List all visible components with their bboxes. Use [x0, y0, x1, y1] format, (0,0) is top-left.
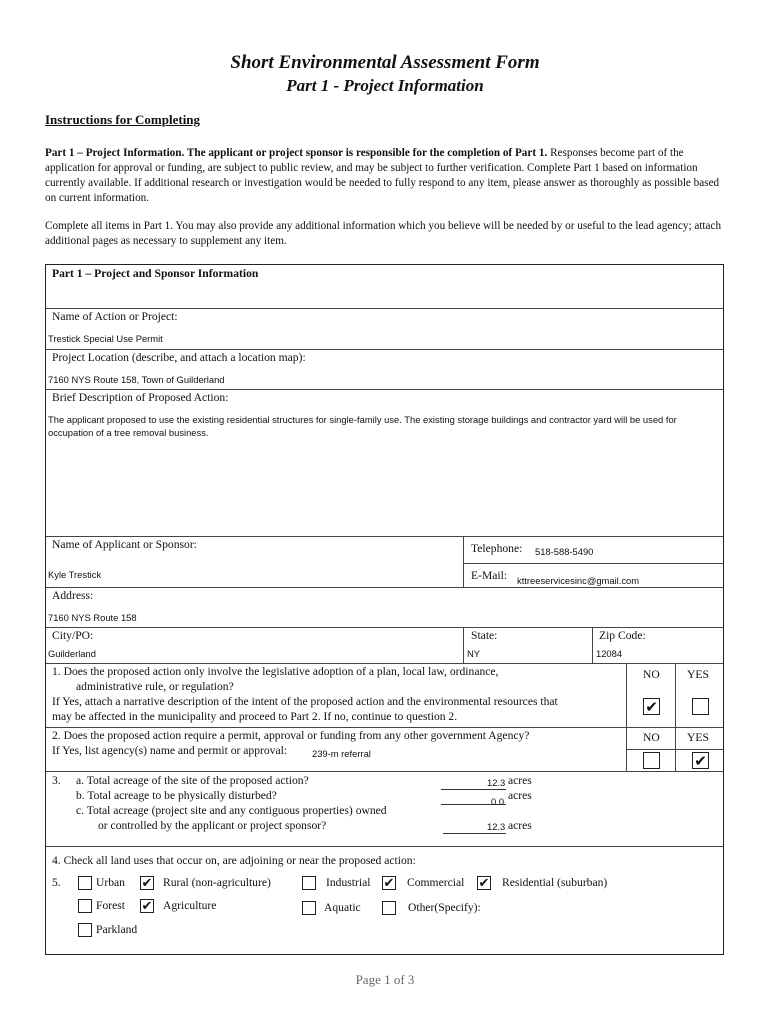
q2-no-header: NO [643, 731, 660, 744]
q2-agency-field[interactable]: 239-m referral [312, 748, 371, 759]
land-use-rural-label: Rural (non-agriculture) [163, 876, 271, 889]
instructions-paragraph-2: Complete all items in Part 1. You may also provide any additional information which you believe will be needed by or useful to the lead agency; attach additional pages as necessary to supplement any item. [45, 220, 722, 247]
state-field[interactable]: NY [467, 648, 481, 659]
q1-yes-header: YES [687, 668, 709, 681]
land-use-urban-checkbox[interactable] [78, 876, 92, 890]
q1-text-line3: If Yes, attach a narrative description of the intent of the proposed action and the environmental resources that [52, 695, 558, 708]
email-field[interactable]: kttreeservicesinc@gmail.com [517, 575, 640, 586]
description-field[interactable]: The applicant proposed to use the existing residential structures for single-family use. The existing storage buildings and contractor yard will be used for occupation of a tree removal business. [48, 414, 677, 438]
address-field[interactable]: 7160 NYS Route 158 [48, 612, 137, 623]
q1-no-checkbox[interactable]: ✔ [643, 698, 660, 715]
instructions-paragraph-1-text: Responses become part of the application for approval or funding, are subject to public review, and may be subject to further verification. Complete Part 1 based on information currently available. If additional research or investigation would be needed to fully respond to any item, please answer as thoroughly as possible based on current information. [45, 147, 720, 204]
telephone-field[interactable]: 518-588-5490 [535, 546, 594, 557]
form-subtitle: Part 1 - Project Information [286, 76, 484, 95]
address-label: Address: [52, 589, 94, 602]
land-use-rural-checkbox[interactable]: ✔ [141, 876, 153, 891]
project-name-field[interactable]: Trestick Special Use Permit [48, 333, 163, 344]
form-title: Short Environmental Assessment Form [230, 52, 540, 73]
state-label: State: [471, 629, 498, 642]
description-label: Brief Description of Proposed Action: [52, 391, 229, 404]
zip-label: Zip Code: [599, 629, 646, 642]
q3c-acres-field[interactable]: 12.3 [487, 821, 506, 832]
q3a-text: a. Total acreage of the site of the proposed action? [76, 774, 309, 787]
land-use-commercial-label: Commercial [407, 876, 465, 889]
project-sponsor-form [45, 264, 724, 955]
land-use-other-checkbox[interactable] [382, 901, 396, 915]
land-use-industrial-checkbox[interactable] [302, 876, 316, 890]
q3a-acres-unit: acres [508, 774, 532, 787]
instructions-paragraph-1 [45, 146, 725, 206]
zip-field[interactable]: 12084 [596, 648, 623, 659]
land-use-residential-label: Residential (suburban) [502, 876, 608, 889]
q3b-text: b. Total acreage to be physically disturbed? [76, 789, 277, 802]
project-location-field[interactable]: 7160 NYS Route 158, Town of Guilderland [48, 374, 225, 385]
q3c-acres-unit: acres [508, 819, 532, 832]
land-use-forest-label: Forest [96, 899, 125, 912]
land-use-residential-checkbox[interactable]: ✔ [478, 876, 490, 891]
land-use-agriculture-label: Agriculture [163, 899, 217, 912]
q1-yes-checkbox[interactable] [692, 698, 709, 715]
q2-no-checkbox[interactable] [643, 752, 660, 769]
q3a-acres-field[interactable]: 12.3 [487, 777, 506, 788]
land-use-aquatic-checkbox[interactable] [302, 901, 316, 915]
instructions-paragraph-1-bold: Part 1 – Project Information. The applicant or project sponsor is responsible for the completion of Part 1. [45, 147, 548, 159]
section-title: Part 1 – Project and Sponsor Information [52, 267, 259, 280]
land-use-aquatic-label: Aquatic [324, 901, 361, 914]
q2-yes-checkbox[interactable]: ✔ [692, 752, 709, 769]
q1-text-line1: 1. Does the proposed action only involve the legislative adoption of a plan, local law, ordinance, [52, 665, 499, 678]
q3-number: 3. [52, 774, 61, 787]
q1-text-line2: administrative rule, or regulation? [76, 680, 234, 693]
land-use-urban-label: Urban [96, 876, 125, 889]
page-number: Page 1 of 3 [355, 972, 415, 987]
land-use-agriculture-checkbox[interactable]: ✔ [141, 899, 153, 914]
land-use-parkland-checkbox[interactable] [78, 923, 92, 937]
q1-text-line4: may be affected in the municipality and proceed to Part 2. If no, continue to question 2. [52, 710, 458, 723]
q3b-acres-field[interactable]: 0.0 [491, 796, 505, 807]
applicant-field[interactable]: Kyle Trestick [48, 569, 102, 580]
project-location-label: Project Location (describe, and attach a location map): [52, 351, 306, 364]
telephone-label: Telephone: [471, 542, 523, 555]
q3b-acres-unit: acres [508, 789, 532, 802]
land-use-other-label: Other(Specify): [408, 901, 481, 914]
q2-text-line1: 2. Does the proposed action require a permit, approval or funding from any other government Agency? [52, 729, 530, 742]
city-field[interactable]: Guilderland [48, 648, 96, 659]
q3c-text-line1: c. Total acreage (project site and any contiguous properties) owned [76, 804, 387, 817]
q3c-text-line2: or controlled by the applicant or project sponsor? [98, 819, 327, 832]
q2-yes-header: YES [687, 731, 709, 744]
instructions-heading: Instructions for Completing [45, 112, 201, 127]
city-label: City/PO: [52, 629, 94, 642]
q2-text-line2: If Yes, list agency(s) name and permit or approval: [52, 744, 288, 757]
applicant-label: Name of Applicant or Sponsor: [52, 538, 197, 551]
email-label: E-Mail: [471, 569, 508, 582]
land-use-forest-checkbox[interactable] [78, 899, 92, 913]
q4-text: 4. Check all land uses that occur on, are adjoining or near the proposed action: [52, 854, 416, 867]
project-name-label: Name of Action or Project: [52, 310, 178, 323]
q5-number: 5. [52, 876, 61, 889]
land-use-commercial-checkbox[interactable]: ✔ [383, 876, 395, 891]
land-use-parkland-label: Parkland [96, 923, 138, 936]
q1-no-header: NO [643, 668, 660, 681]
land-use-industrial-label: Industrial [326, 876, 371, 889]
